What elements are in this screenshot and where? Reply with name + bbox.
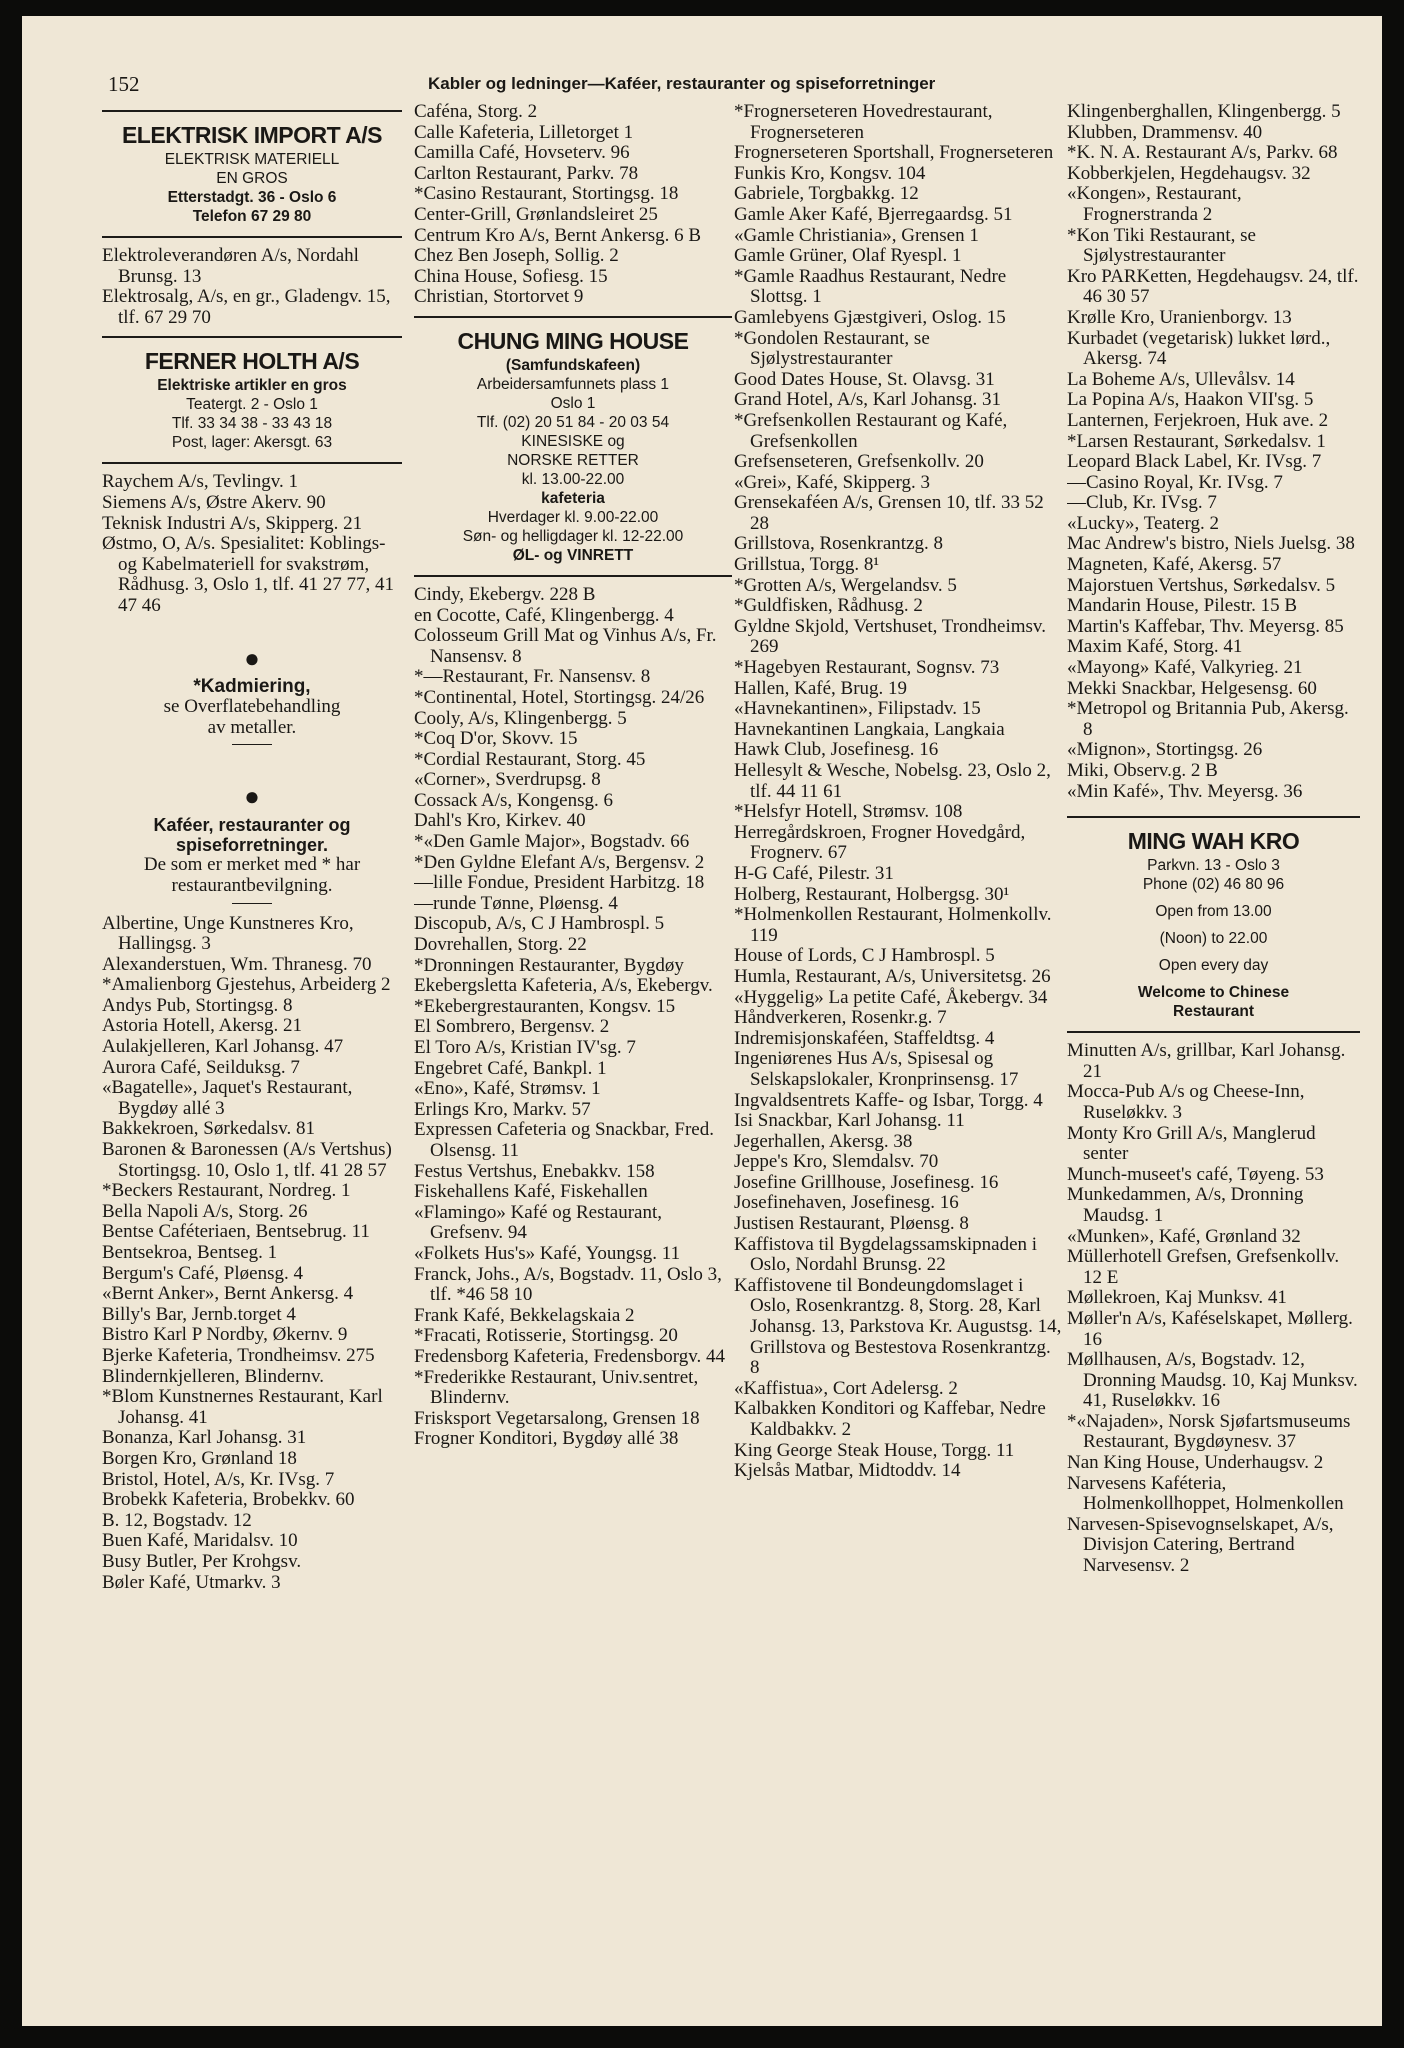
listing-entry: La Popina A/s, Haakon VII'sg. 5: [1067, 389, 1314, 411]
listing-entry: «Eno», Kafé, Strømsv. 1: [414, 1078, 601, 1100]
listing-entry: *Dronningen Restauranter, Bygdøy: [414, 954, 684, 976]
listing-entry: *Amalienborg Gjestehus, Arbeiderg 2: [102, 974, 391, 996]
cross-ref-line: av metaller.: [207, 716, 297, 738]
listing-entry: El Sombrero, Bergensv. 2: [414, 1016, 610, 1038]
listing-entry: Albertine, Unge Kunstneres Kro, Hallingsg. 3: [102, 912, 354, 955]
listing-entry: «Bernt Anker», Bernt Ankersg. 4: [102, 1283, 354, 1305]
divider: [1067, 1031, 1360, 1033]
listing-entry: Hellesylt & Wesche, Nobelsg. 23, Oslo 2, tlf. 44 11 61: [734, 760, 1051, 802]
listing-entry: Indremisjonskaféen, Staffeldtsg. 4: [734, 1027, 995, 1049]
listing-entry: *Coq D'or, Skovv. 15: [414, 728, 578, 750]
cross-ref-head: *Kadmiering,: [193, 675, 311, 697]
listing-entry: *Frederikke Restaurant, Univ.sentret, Blindernv.: [414, 1366, 699, 1409]
listing-entry: El Toro A/s, Kristian IV'sg. 7: [414, 1037, 636, 1058]
listing-entry: King George Steak House, Torgg. 11: [734, 1439, 1015, 1461]
listing-entry: Busy Butler, Per Krohgsv.: [102, 1550, 302, 1572]
listing-entry: Leopard Black Label, Kr. IVsg. 7: [1067, 451, 1322, 473]
listing-entry: Good Dates House, St. Olavsg. 31: [734, 368, 995, 390]
ad-line: Open from 13.00: [1155, 903, 1272, 921]
listing-entry: Cossack A/s, Kongensg. 6: [414, 789, 613, 811]
listing-entry: Franck, Johs., A/s, Bogstadv. 11, Oslo 3, tlf. *46 58 10: [414, 1263, 722, 1306]
directory-page: [22, 16, 1382, 2026]
listing-entry: H-G Café, Pilestr. 31: [734, 862, 894, 884]
divider: [102, 336, 402, 338]
column-4: [1067, 102, 1360, 1972]
listing-entry: «Munken», Kafé, Grønland 32: [1067, 1225, 1301, 1247]
listing-group: [414, 585, 732, 1450]
listing-entry: Kobberkjelen, Hegdehaugsv. 32: [1067, 162, 1311, 184]
ad-title: ELEKTRISK IMPORT A/S: [121, 122, 383, 148]
divider: [1067, 816, 1360, 818]
listing-entry: Caféna, Storg. 2: [414, 102, 538, 122]
listing-entry: *Grotten A/s, Wergelandsv. 5: [734, 574, 957, 596]
listing-entry: *Guldfisken, Rådhusg. 2: [734, 595, 923, 617]
listing-entry: *Kon Tiki Restaurant, se Sjølystrestauranter: [1067, 224, 1256, 267]
ad-title: MING WAH KRO: [1127, 828, 1300, 855]
listing-entry: Jeppe's Kro, Slemdalsv. 70: [734, 1151, 939, 1173]
page-number: 152: [108, 72, 140, 96]
listing-entry: Dahl's Kro, Kirkev. 40: [414, 810, 586, 832]
listing-entry: *Grefsenkollen Restaurant og Kafé, Grefsenkollen: [734, 409, 1008, 452]
listing-entry: *Hagebyen Restaurant, Sognsv. 73: [734, 657, 1000, 679]
divider: [102, 462, 402, 464]
listing-group: [102, 246, 402, 328]
listing-entry: «Kaffistua», Cort Adelersg. 2: [734, 1377, 958, 1399]
listing-entry: *Den Gyldne Elefant A/s, Bergensv. 2: [414, 851, 705, 873]
listing-entry: Lanternen, Ferjekroen, Huk ave. 2: [1067, 409, 1329, 431]
listing-entry: Klubben, Drammensv. 40: [1067, 121, 1263, 143]
listing-entry: Bjerke Kafeteria, Trondheimsv. 275: [102, 1344, 375, 1366]
listing-entry: Center-Grill, Grønlandsleiret 25: [414, 203, 658, 225]
listing-entry: «Gamle Christiania», Grensen 1: [734, 224, 979, 246]
ad-line: EN GROS: [216, 170, 288, 187]
listing-entry: «Folkets Hus's» Kafé, Youngsg. 11: [414, 1242, 681, 1264]
listing-entry: Monty Kro Grill A/s, Manglerud senter: [1067, 1122, 1316, 1165]
listing-entry: Billy's Bar, Jernb.torget 4: [102, 1303, 296, 1325]
listing-entry: Gamle Grüner, Olaf Ryespl. 1: [734, 245, 962, 267]
listing-entry: Josefinehaven, Josefinesg. 16: [734, 1192, 959, 1214]
listing-entry: Herregårdskroen, Frogner Hovedgård, Frognerv. 67: [734, 821, 1026, 864]
listing-entry: «Lucky», Teaterg. 2: [1067, 512, 1220, 534]
ad-line: (Noon) to 22.00: [1159, 930, 1268, 948]
listing-entry: Cooly, A/s, Klingenbergg. 5: [414, 707, 627, 729]
listing-entry: Gamlebyens Gjæstgiveri, Oslog. 15: [734, 306, 1006, 328]
listing-entry: Maxim Kafé, Storg. 41: [1067, 636, 1243, 658]
listing-entry: Fredensborg Kafeteria, Fredensborgv. 44: [414, 1345, 725, 1367]
ad-line: KINESISKE og: [521, 432, 625, 450]
listing-group: [1067, 1041, 1360, 1576]
listing-entry: Havnekantinen Langkaia, Langkaia: [734, 718, 1005, 740]
column-1: [102, 102, 402, 1972]
listing-entry: *Larsen Restaurant, Sørkedalsv. 1: [1067, 430, 1326, 452]
listing-entry: Bistro Karl P Nordby, Økernv. 9: [102, 1324, 348, 1346]
ad-line: Post, lager: Akersgt. 63: [171, 434, 333, 452]
running-head: Kabler og ledninger—Kaféer, restauranter og spiseforretninger: [428, 74, 936, 93]
ad-ming-wah-kro: [1067, 826, 1360, 1021]
section-heading: spiseforretninger.: [175, 835, 329, 856]
listing-entry: Raychem A/s, Tevlingv. 1: [102, 471, 299, 493]
section-heading: Kaféer, restauranter og: [153, 815, 351, 836]
bullet-marker: ●: [244, 643, 260, 673]
listing-entry: Astoria Hotell, Akersg. 21: [102, 1015, 303, 1037]
listing-entry: Dovrehallen, Storg. 22: [414, 934, 587, 956]
listing-entry: *Gondolen Restaurant, se Sjølystrestauranter: [734, 327, 930, 370]
listing-entry: Mekki Snackbar, Helgesensg. 60: [1067, 677, 1317, 699]
listing-entry: Narvesen-Spisevognselskapet, A/s, Divisjon Catering, Bertrand Narvesensv. 2: [1067, 1513, 1334, 1577]
divider: [102, 236, 402, 238]
listing-entry: «Havnekantinen», Filipstadv. 15: [734, 698, 981, 720]
listing-entry: Magneten, Kafé, Akersg. 57: [1067, 554, 1282, 576]
listing-entry: Chez Ben Joseph, Sollig. 2: [414, 245, 619, 267]
listing-entry: Mandarin House, Pilestr. 15 B: [1067, 595, 1298, 617]
column-3: [734, 102, 1064, 1972]
ad-line: NORSKE RETTER: [507, 451, 639, 469]
ad-elektrisk-import: [102, 120, 402, 226]
listing-entry: *Holmenkollen Restaurant, Holmenkollv. 119: [734, 904, 1052, 946]
listing-entry: Isi Snackbar, Karl Johansg. 11: [734, 1110, 965, 1132]
listing-entry: Teknisk Industri A/s, Skipperg. 21: [102, 512, 363, 534]
listing-entry: Müllerhotell Grefsen, Grefsenkollv. 12 E: [1067, 1246, 1340, 1288]
listing-entry: «Corner», Sverdrupsg. 8: [414, 769, 601, 791]
listing-entry: Frisksport Vegetarsalong, Grensen 18: [414, 1407, 700, 1429]
ad-line: Phone (02) 46 80 96: [1142, 876, 1285, 894]
listing-group: [414, 102, 732, 308]
listing-entry: Funkis Kro, Kongsv. 104: [734, 162, 926, 184]
listing-entry: Hawk Club, Josefinesg. 16: [734, 739, 939, 761]
listing-entry: Krølle Kro, Uranienborgv. 13: [1067, 306, 1292, 328]
listing-entry: Bøler Kafé, Utmarkv. 3: [102, 1571, 281, 1593]
ad-line: Teatergt. 2 - Oslo 1: [186, 396, 318, 414]
listing-entry: Gyldne Skjold, Vertshuset, Trondheimsv. 269: [734, 615, 1046, 658]
listing-entry: Møller'n A/s, Kaféselskapet, Møllerg. 16: [1067, 1307, 1353, 1350]
listing-entry: Andys Pub, Stortingsg. 8: [102, 994, 293, 1016]
listing-entry: Elektroleverandøren A/s, Nordahl Brunsg. 13: [102, 245, 359, 287]
listing-entry: Bristol, Hotel, A/s, Kr. IVsg. 7: [102, 1468, 335, 1490]
ad-title: FERNER HOLTH A/S: [144, 348, 360, 375]
listing-entry: —Casino Royal, Kr. IVsg. 7: [1067, 471, 1283, 493]
divider: [102, 110, 402, 112]
listing-entry: *«Den Gamle Major», Bogstadv. 66: [414, 831, 690, 853]
listing-entry: Discopub, A/s, C J Hambrospl. 5: [414, 913, 665, 935]
listing-entry: *Cordial Restaurant, Storg. 45: [414, 748, 646, 770]
listing-entry: Brobekk Kafeteria, Brobekkv. 60: [102, 1489, 355, 1511]
listing-entry: Narvesens Kaféteria, Holmenkollhoppet, Holmenkollen: [1067, 1472, 1344, 1515]
ad-line: Etterstadgt. 36 - Oslo 6: [167, 189, 337, 206]
cross-ref-line: se Overflatebehandling: [163, 696, 341, 718]
ad-line: Parkvn. 13 - Oslo 3: [1147, 857, 1280, 875]
listing-entry: Østmo, O, A/s. Spesialitet: Koblings- og Kabelmateriell for svakstrøm, Rådhusg. 3, Oslo 1, tlf. 41 27 77, 41 47 46: [102, 533, 395, 616]
section-note: restaurantbevilgning.: [171, 874, 333, 896]
listing-entry: Camilla Café, Hovseterv. 96: [414, 142, 630, 164]
listing-entry: Alexanderstuen, Wm. Thranesg. 70: [102, 953, 372, 975]
listing-entry: Håndverkeren, Rosenkr.g. 7: [734, 1007, 947, 1029]
listing-entry: *Helsfyr Hotell, Strømsv. 108: [734, 801, 963, 823]
listing-entry: Kjelsås Matbar, Midtoddv. 14: [734, 1460, 961, 1482]
listing-entry: Mac Andrew's bistro, Niels Juelsg. 38: [1067, 533, 1355, 555]
listing-entry: Calle Kafeteria, Lilletorget 1: [414, 121, 634, 143]
listing-entry: *—Restaurant, Fr. Nansensv. 8: [414, 666, 651, 688]
listing-entry: Ingvaldsentrets Kaffe- og Isbar, Torgg. 4: [734, 1089, 1043, 1111]
listing-entry: Bergum's Café, Pløensg. 4: [102, 1262, 303, 1284]
ad-line: ØL- og VINRETT: [512, 546, 634, 564]
listing-entry: Expressen Cafeteria og Snackbar, Fred. Olsensg. 11: [414, 1119, 714, 1161]
listing-entry: Kaffistovene til Bondeungdomslaget i Oslo, Rosenkrantzg. 8, Storg. 28, Karl Johansg. 13, Parkstova Kr. Augustsg. 14, Grillstova og Bestestova Rosenkrantzg. 8: [734, 1274, 1062, 1379]
listing-entry: Bentsekroa, Bentseg. 1: [102, 1242, 278, 1263]
ad-line: Elektriske artikler en gros: [157, 377, 347, 395]
listing-entry: Grillstua, Torgg. 8¹: [734, 554, 880, 576]
listing-entry: Borgen Kro, Grønland 18: [102, 1447, 297, 1469]
listing-entry: *«Najaden», Norsk Sjøfartsmuseums Restaurant, Bygdøynesv. 37: [1067, 1410, 1351, 1453]
ad-line: Søn- og helligdager kl. 12-22.00: [462, 527, 684, 545]
listing-entry: Martin's Kaffebar, Thv. Meyersg. 85: [1067, 615, 1344, 637]
listing-entry: Kaffistova til Bygdelagssamskipnaden i Oslo, Nordahl Brunsg. 22: [734, 1233, 1038, 1276]
listing-entry: Ingeniørenes Hus A/s, Spisesal og Selskapslokaler, Kronprinsensg. 17: [734, 1048, 1019, 1090]
listing-entry: Festus Vertshus, Enebakkv. 158: [414, 1160, 655, 1182]
listing-entry: Grand Hotel, A/s, Karl Johansg. 31: [734, 389, 1002, 411]
listing-entry: Gabriele, Torgbakkg. 12: [734, 183, 919, 205]
listing-entry: Hallen, Kafé, Brug. 19: [734, 677, 908, 699]
ad-line: Welcome to Chinese: [1137, 984, 1290, 1002]
ad-line: ELEKTRISK MATERIELL: [164, 151, 340, 168]
listing-entry: Blindernkjelleren, Blindernv.: [102, 1365, 324, 1387]
ad-line: Tlf. (02) 20 51 84 - 20 03 54: [476, 413, 670, 431]
ad-line: Restaurant: [1173, 1003, 1254, 1021]
listing-entry: Jegerhallen, Akersg. 38: [734, 1130, 913, 1152]
listing-entry: «Mignon», Stortingsg. 26: [1067, 739, 1263, 761]
listing-entry: Grefsenseteren, Grefsenkollv. 20: [734, 451, 984, 473]
listing-entry: Humla, Restaurant, A/s, Universitetsg. 26: [734, 965, 1051, 987]
listing-entry: Aurora Café, Seilduksg. 7: [102, 1056, 300, 1078]
ad-chung-ming-house: [414, 326, 732, 565]
listing-entry: Kro PARKetten, Hegdehaugsv. 24, tlf. 46 30 57: [1067, 265, 1359, 308]
listing-entry: Bentse Caféteriaen, Bentsebrug. 11: [102, 1221, 370, 1243]
divider: [414, 316, 732, 318]
listing-entry: Grillstova, Rosenkrantzg. 8: [734, 533, 943, 555]
listing-entry: —lille Fondue, President Harbitzg. 18: [414, 872, 705, 894]
listing-entry: Nan King House, Underhaugsv. 2: [1067, 1452, 1324, 1474]
listing-entry: Klingenberghallen, Klingenbergg. 5: [1067, 102, 1341, 122]
short-divider: [232, 903, 272, 904]
listing-entry: «Flamingo» Kafé og Restaurant, Grefsenv. 94: [414, 1201, 663, 1244]
listing-entry: Ekebergsletta Kafeteria, A/s, Ekebergv.: [414, 975, 713, 997]
listing-entry: «Min Kafé», Thv. Meyersg. 36: [1067, 780, 1303, 802]
listing-entry: «Grei», Kafé, Skipperg. 3: [734, 471, 930, 493]
listing-entry: Buen Kafé, Maridalsv. 10: [102, 1530, 298, 1552]
listing-entry: Kurbadet (vegetarisk) lukket lørd., Akersg. 74: [1067, 327, 1331, 370]
page-header: [108, 56, 1348, 96]
listing-entry: Centrum Kro A/s, Bernt Ankersg. 6 B: [414, 224, 702, 246]
listing-entry: Josefine Grillhouse, Josefinesg. 16: [734, 1171, 999, 1193]
listing-entry: *Continental, Hotel, Stortingsg. 24/26: [414, 686, 705, 708]
ad-ferner-holth: [102, 346, 402, 452]
listing-entry: Majorstuen Vertshus, Sørkedalsv. 5: [1067, 574, 1336, 596]
ad-line: Hverdager kl. 9.00-22.00: [487, 508, 659, 526]
listing-entry: Minutten A/s, grillbar, Karl Johansg. 21: [1067, 1040, 1346, 1082]
listing-entry: Colosseum Grill Mat og Vinhus A/s, Fr. Nansensv. 8: [414, 625, 717, 667]
listing-entry: *Casino Restaurant, Stortingsg. 18: [414, 183, 679, 205]
listing-entry: «Hyggelig» La petite Café, Åkebergv. 34: [734, 986, 1048, 1008]
listing-entry: Munch-museet's café, Tøyeng. 53: [1067, 1163, 1324, 1185]
listing-entry: Erlings Kro, Markv. 57: [414, 1098, 591, 1120]
listing-entry: Justisen Restaurant, Pløensg. 8: [734, 1213, 969, 1235]
listing-entry: Holberg, Restaurant, Holbergsg. 30¹: [734, 883, 1010, 905]
ad-line: Oslo 1: [550, 394, 596, 412]
listing-entry: *Metropol og Britannia Pub, Akersg. 8: [1067, 698, 1349, 740]
listing-entry: Frogner Konditori, Bygdøy allé 38: [414, 1428, 679, 1450]
listing-entry: *Gamle Raadhus Restaurant, Nedre Slottsg. 1: [734, 265, 1007, 308]
ad-line: Tlf. 33 34 38 - 33 43 18: [171, 415, 333, 433]
ad-line: Open every day: [1158, 957, 1269, 975]
divider: [414, 575, 732, 577]
listing-entry: Bella Napoli A/s, Storg. 26: [102, 1200, 308, 1222]
listing-entry: Carlton Restaurant, Parkv. 78: [414, 162, 639, 184]
listing-entry: *Beckers Restaurant, Nordreg. 1: [102, 1180, 351, 1202]
listing-entry: House of Lords, C J Hambrospl. 5: [734, 945, 995, 967]
listing-entry: Grensekaféen A/s, Grensen 10, tlf. 33 52 28: [734, 492, 1044, 534]
listing-entry: Bonanza, Karl Johansg. 31: [102, 1427, 307, 1449]
listing-entry: *K. N. A. Restaurant A/s, Parkv. 68: [1067, 142, 1338, 164]
ad-line: Telefon 67 29 80: [192, 208, 312, 225]
section-note: De som er merket med * har: [143, 854, 361, 876]
listing-group: [102, 472, 402, 616]
listing-entry: Siemens A/s, Østre Akerv. 90: [102, 491, 326, 513]
listing-entry: Mocca-Pub A/s og Cheese-Inn, Ruseløkkv. 3: [1067, 1081, 1305, 1123]
listing-entry: Cindy, Ekebergv. 228 B: [414, 583, 596, 605]
listing-entry: Kalbakken Konditori og Kaffebar, Nedre Kaldbakkv. 2: [734, 1398, 1046, 1440]
bullet-marker: ●: [244, 782, 260, 812]
listing-entry: Christian, Stortorvet 9: [414, 286, 584, 308]
listing-entry: —runde Tønne, Pløensg. 4: [414, 892, 618, 914]
ad-line: kl. 13.00-22.00: [521, 470, 625, 488]
listing-entry: Munkedammen, A/s, Dronning Maudsg. 1: [1067, 1184, 1304, 1226]
ad-line: Arbeidersamfunnets plass 1: [476, 375, 670, 393]
listing-entry: Frognerseteren Sportshall, Frognerseteren: [734, 142, 1054, 164]
ad-line: (Samfundskafeen): [505, 356, 641, 374]
listing-entry: *Frognerseteren Hovedrestaurant, Frognerseteren: [734, 102, 993, 143]
listing-entry: Miki, Observ.g. 2 B: [1067, 760, 1218, 781]
listing-entry: Gamle Aker Kafé, Bjerregaardsg. 51: [734, 203, 1013, 225]
listing-entry: Aulakjelleren, Karl Johansg. 47: [102, 1036, 344, 1058]
listing-entry: *Ekebergrestauranten, Kongsv. 15: [414, 995, 676, 1017]
listing-entry: China House, Sofiesg. 15: [414, 265, 608, 287]
column-2: [414, 102, 732, 1972]
listing-entry: Baronen & Baronessen (A/s Vertshus) Stortingsg. 10, Oslo 1, tlf. 41 28 57: [102, 1139, 392, 1181]
listing-entry: Frank Kafé, Bekkelagskaia 2: [414, 1304, 635, 1326]
listing-entry: «Mayong» Kafé, Valkyrieg. 21: [1067, 657, 1303, 679]
listing-entry: Elektrosalg, A/s, en gr., Gladengv. 15, tlf. 67 29 70: [102, 286, 391, 328]
listing-entry: La Boheme A/s, Ullevålsv. 14: [1067, 368, 1295, 390]
listing-group: [1067, 102, 1360, 802]
listing-entry: *Blom Kunstnernes Restaurant, Karl Johansg. 41: [102, 1386, 383, 1428]
listing-entry: *Fracati, Rotisserie, Stortingsg. 20: [414, 1325, 678, 1347]
short-divider: [232, 744, 272, 745]
listing-entry: Møllekroen, Kaj Munksv. 41: [1067, 1287, 1287, 1309]
ad-line: kafeteria: [541, 489, 605, 507]
listing-entry: Bakkekroen, Sørkedalsv. 81: [102, 1118, 315, 1140]
listing-entry: en Cocotte, Café, Klingenbergg. 4: [414, 604, 674, 626]
listing-group: [102, 914, 402, 1594]
listing-entry: Fiskehallens Kafé, Fiskehallen: [414, 1181, 648, 1203]
listing-entry: Møllhausen, A/s, Bogstadv. 12, Dronning Maudsg. 10, Kaj Munksv. 41, Ruseløkkv. 16: [1067, 1349, 1358, 1412]
ad-title: CHUNG MING HOUSE: [457, 327, 689, 354]
listing-entry: «Kongen», Restaurant, Frognerstranda 2: [1067, 183, 1242, 225]
listing-group: [734, 102, 1064, 1482]
listing-entry: «Bagatelle», Jaquet's Restaurant, Bygdøy allé 3: [102, 1077, 353, 1119]
listing-entry: B. 12, Bogstadv. 12: [102, 1509, 252, 1531]
listing-entry: Engebret Café, Bankpl. 1: [414, 1057, 607, 1079]
listing-entry: —Club, Kr. IVsg. 7: [1067, 492, 1217, 514]
